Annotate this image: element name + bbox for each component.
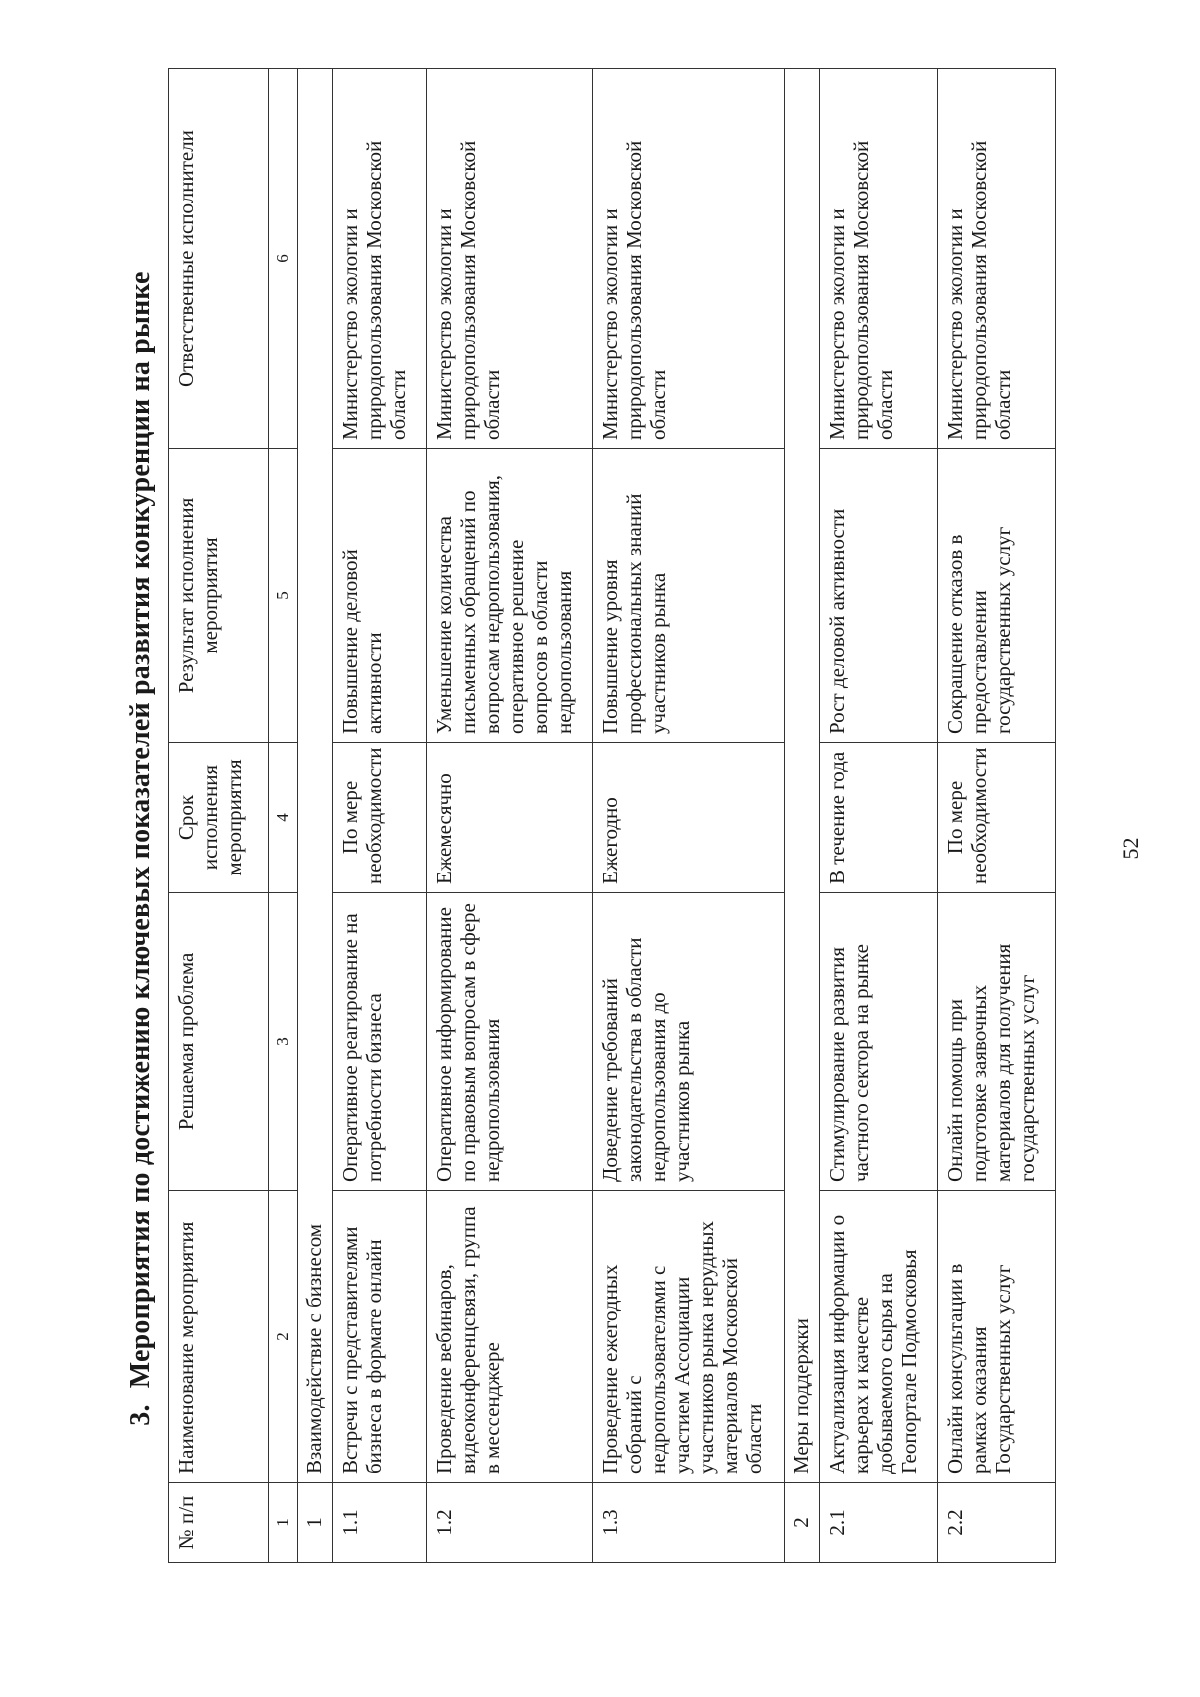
- table-row: [333, 69, 427, 1563]
- responsible-executors: Министерство экологии и природопользования Московской области: [938, 69, 1056, 449]
- execution-result: Повышение уровня профессиональных знаний участников рынка: [593, 449, 785, 743]
- page-number: 52: [1118, 837, 1143, 860]
- execution-result: Рост деловой активности: [820, 449, 938, 743]
- execution-result: Сокращение отказов в предоставлении государственных услуг: [938, 449, 1056, 743]
- header-row: [169, 69, 269, 1563]
- problem-solved: Доведение требований законодательства в области недропользования до участников рынка: [593, 893, 785, 1191]
- row-number: 1.2: [427, 1483, 593, 1563]
- section-title: Меры поддержки: [785, 69, 820, 1483]
- column-number: 5: [269, 449, 298, 743]
- table-row: [820, 69, 938, 1563]
- table-row: [427, 69, 593, 1563]
- problem-solved: Стимулирование развития частного сектора на рынке: [820, 893, 938, 1191]
- table-row: [593, 69, 785, 1563]
- execution-term: Ежемесячно: [427, 743, 593, 893]
- measure-name: Актуализация информации о карьерах и качестве добываемого сырья на Геопортале Подмосковья: [820, 1191, 938, 1483]
- responsible-executors: Министерство экологии и природопользования Московской области: [427, 69, 593, 449]
- section-title: Взаимодействие с бизнесом: [298, 69, 333, 1483]
- header-responsible: Ответственные исполнители: [169, 69, 269, 449]
- column-numbers-row: [269, 69, 298, 1563]
- execution-result: Уменьшение количества письменных обращений по вопросам недропользования, оперативное решение вопросов в области недропользования: [427, 449, 593, 743]
- row-number: 2.2: [938, 1483, 1056, 1563]
- responsible-executors: Министерство экологии и природопользования Московской области: [820, 69, 938, 449]
- execution-term: По мере необходимости: [938, 743, 1056, 893]
- column-number: 6: [269, 69, 298, 449]
- responsible-executors: Министерство экологии и природопользования Московской области: [593, 69, 785, 449]
- execution-result: Повышение деловой активности: [333, 449, 427, 743]
- header-name: Наименование мероприятия: [169, 1191, 269, 1483]
- header-term: Срок исполнения мероприятия: [169, 743, 269, 893]
- row-number: 1.1: [333, 1483, 427, 1563]
- column-number: 3: [269, 893, 298, 1191]
- measure-name: Проведение ежегодных собраний с недропользователями с участием Ассоциации участников рынка нерудных материалов Московской области: [593, 1191, 785, 1483]
- row-number: 1.3: [593, 1483, 785, 1563]
- title-number: 3.: [125, 1404, 156, 1426]
- section-number: 2: [785, 1483, 820, 1563]
- row-number: 2.1: [820, 1483, 938, 1563]
- column-number: 4: [269, 743, 298, 893]
- measure-name: Проведение вебинаров, видеоконференцсвязи, группа в мессенджере: [427, 1191, 593, 1483]
- section-row: [298, 69, 333, 1563]
- header-result: Результат исполнения мероприятия: [169, 449, 269, 743]
- document-title: [125, 0, 157, 1697]
- measure-name: Встречи с представителями бизнеса в формате онлайн: [333, 1191, 427, 1483]
- section-number: 1: [298, 1483, 333, 1563]
- responsible-executors: Министерство экологии и природопользования Московской области: [333, 69, 427, 449]
- section-row: [785, 69, 820, 1563]
- execution-term: По мере необходимости: [333, 743, 427, 893]
- column-number: 1: [269, 1483, 298, 1563]
- execution-term: В течение года: [820, 743, 938, 893]
- problem-solved: Оперативное реагирование на потребности бизнеса: [333, 893, 427, 1191]
- measure-name: Онлайн консультации в рамках оказания Государственных услуг: [938, 1191, 1056, 1483]
- problem-solved: Онлайн помощь при подготовке заявочных материалов для получения государственных услуг: [938, 893, 1056, 1191]
- title-text: Мероприятия по достижению ключевых показателей развития конкуренции на рынке: [125, 271, 156, 1389]
- table-row: [938, 69, 1056, 1563]
- problem-solved: Оперативное информирование по правовым вопросам в сфере недропользования: [427, 893, 593, 1191]
- header-problem: Решаемая проблема: [169, 893, 269, 1191]
- column-number: 2: [269, 1191, 298, 1483]
- header-num: № п/п: [169, 1483, 269, 1563]
- measures-table: [168, 68, 1056, 1563]
- execution-term: Ежегодно: [593, 743, 785, 893]
